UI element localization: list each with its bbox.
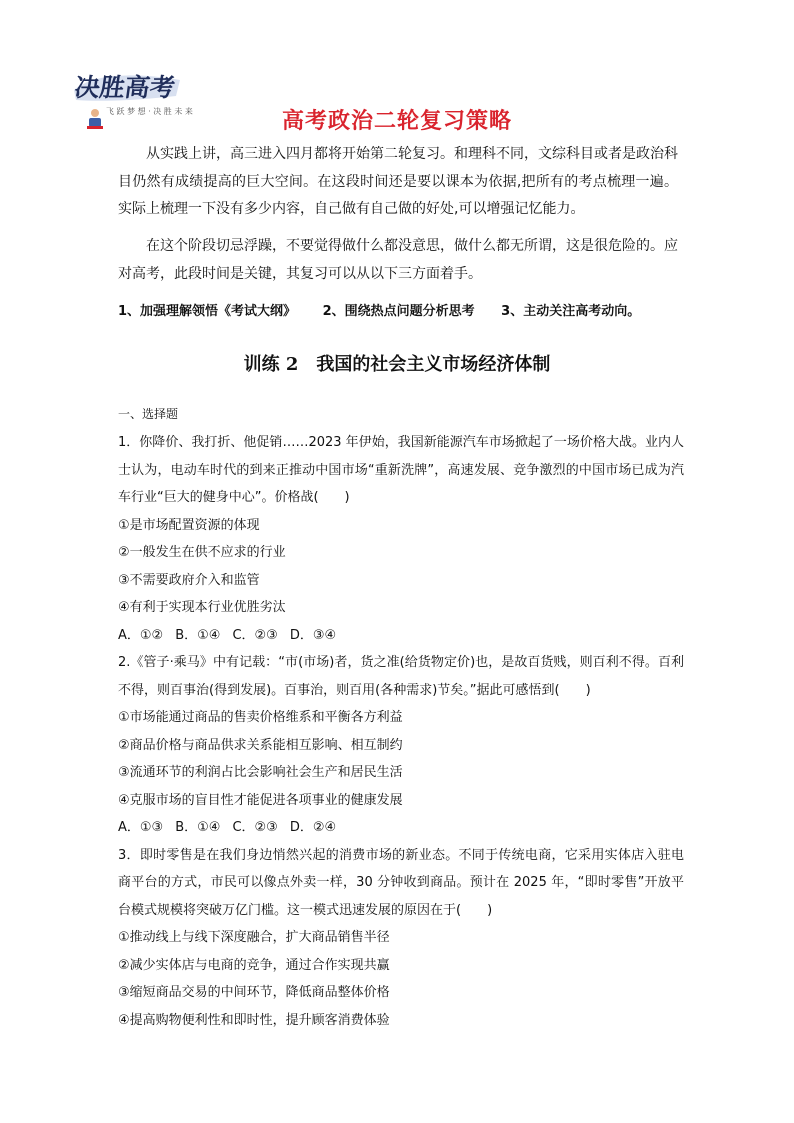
question-stem: 2.《管子·乘马》中有记载：“市(市场)者，货之准(给货物定价)也，是故百货贱，则百利不得。百利不得，则百事治(得到发展)。百事治，则百用(各种需求)节矣。”据此可感悟到( ) bbox=[118, 655, 684, 698]
section-title bbox=[0, 350, 794, 376]
question bbox=[118, 842, 684, 1035]
option: ③流通环节的利润占比会影响社会生产和居民生活 bbox=[118, 765, 403, 780]
page-title: 高考政治二轮复习策略 bbox=[281, 109, 512, 134]
key-points bbox=[118, 300, 662, 319]
question bbox=[118, 429, 684, 649]
logo-tagline: 飞 跃 梦 想 · 决 胜 未 来 bbox=[106, 107, 193, 116]
section-number: 训练 2 bbox=[243, 354, 299, 375]
option: ①市场能通过商品的售卖价格维系和平衡各方利益 bbox=[118, 710, 403, 725]
option: ③缩短商品交易的中间环节，降低商品整体价格 bbox=[118, 985, 390, 1000]
key-point: 1、加强理解领悟《考试大纲》 bbox=[118, 304, 297, 319]
option: ④有利于实现本行业优胜劣汰 bbox=[118, 600, 286, 615]
key-point: 3、主动关注高考动向。 bbox=[501, 304, 641, 319]
question-stem: 3．即时零售是在我们身边悄然兴起的消费市场的新业态。不同于传统电商，它采用实体店入驻电商平台的方式，市民可以像点外卖一样，30 分钟收到商品。预计在 2025 年，“即时零售”开放平台模式规模将突破万亿门槛。这一模式迅速发展的原因在于( ) bbox=[118, 847, 684, 918]
answer-choices bbox=[118, 814, 684, 842]
part-heading: 一、选择题 bbox=[118, 407, 179, 421]
answer-choice: D．②④ bbox=[289, 820, 337, 835]
question-stem: 1．你降价、我打折、他促销……2023 年伊始，我国新能源汽车市场掀起了一场价格大战。业内人士认为，电动车时代的到来正推动中国市场“重新洗牌”，高速发展、竞争激烈的中国市场已成为汽车行业“巨大的健身中心”。价格战( ) bbox=[118, 435, 684, 505]
option: ②减少实体店与电商的竞争，通过合作实现共赢 bbox=[118, 957, 390, 973]
question-list bbox=[118, 403, 684, 1034]
answer-choice: D．③④ bbox=[289, 627, 337, 643]
intro-paragraph-2: 在这个阶段切忌浮躁，不要觉得做什么都没意思，做什么都无所谓，这是很危险的。应对高考，此段时间是关键，其复习可以从以下三方面着手。 bbox=[118, 238, 678, 282]
answer-choice: C．②③ bbox=[232, 627, 278, 643]
answer-choice: A．①② bbox=[118, 627, 164, 643]
option: ②一般发生在供不应求的行业 bbox=[118, 545, 286, 560]
answer-choice: C．②③ bbox=[232, 820, 278, 835]
key-point: 2、围绕热点问题分析思考 bbox=[322, 304, 475, 319]
option: ①推动线上与线下深度融合，扩大商品销售半径 bbox=[118, 930, 390, 945]
answer-choice: B．①④ bbox=[175, 820, 221, 835]
question bbox=[118, 649, 684, 842]
section-name: 我国的社会主义市场经济体制 bbox=[316, 354, 551, 375]
intro-paragraph-1: 从实践上讲，高三进入四月都将开始第二轮复习。和理科不同，文综科目或者是政治科目仍然有成绩提高的巨大空间。在这段时间还是要以课本为依据,把所有的考点梳理一遍。实际上梳理一下没有多少内容，自己做有自己做的好处,可以增强记忆能力。 bbox=[118, 146, 678, 217]
option: ④克服市场的盲目性才能促进各项事业的健康发展 bbox=[118, 792, 403, 808]
logo-brand-text: 决胜高考 bbox=[72, 73, 177, 102]
option: ④提高购物便利性和即时性，提升顾客消费体验 bbox=[118, 1012, 390, 1028]
option: ②商品价格与商品供求关系能相互影响、相互制约 bbox=[118, 737, 403, 753]
answer-choices bbox=[118, 622, 684, 650]
option: ①是市场配置资源的体现 bbox=[118, 517, 260, 533]
answer-choice: A．①③ bbox=[118, 820, 164, 835]
option: ③不需要政府介入和监管 bbox=[118, 572, 260, 588]
answer-choice: B．①④ bbox=[175, 627, 221, 643]
